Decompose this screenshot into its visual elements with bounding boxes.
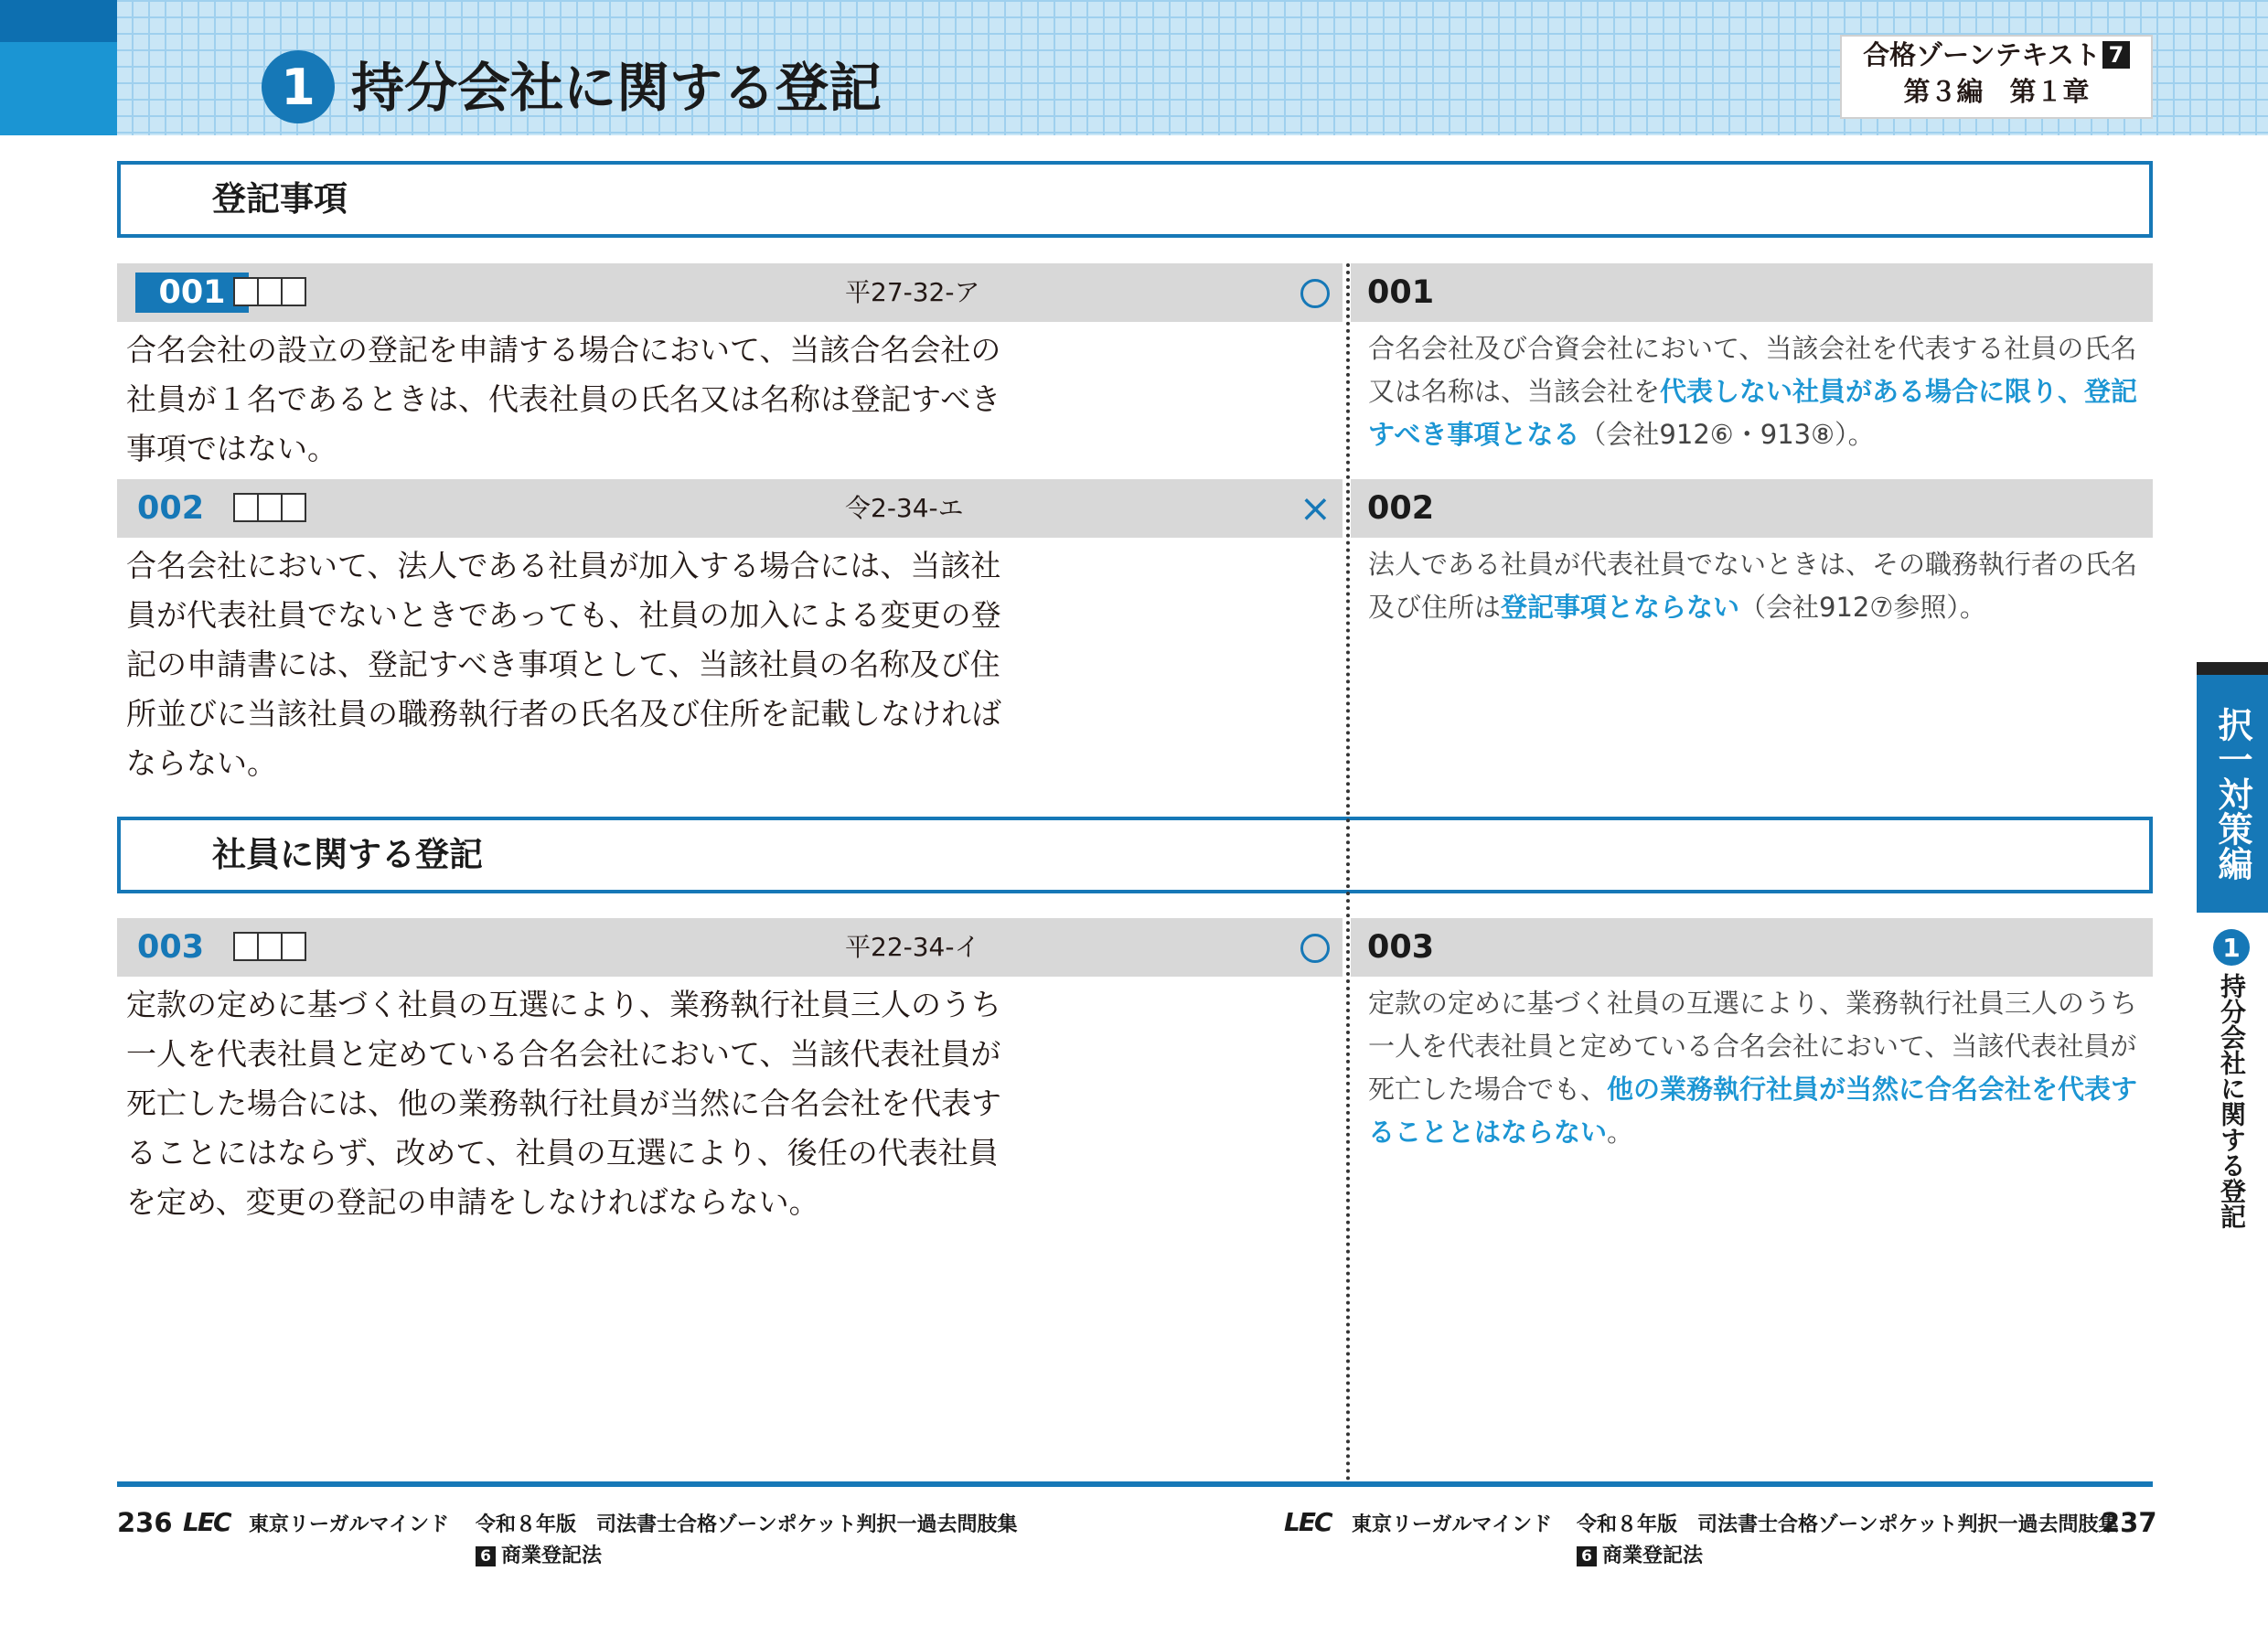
question-header bbox=[117, 918, 1343, 977]
publisher-name: 東京リーガルマインド bbox=[1352, 1513, 1553, 1536]
question-number: 002 bbox=[137, 490, 205, 527]
column-divider bbox=[1346, 263, 1350, 1481]
answer-text-plain: 法人である社員が代表社員でないときは、その職務執行者の氏名及び住所は bbox=[1368, 549, 2138, 623]
answer-text-citation: （会社912⑦参照）。 bbox=[1739, 592, 1986, 623]
book-title: 令和８年版 司法書士合格ゾーンポケット判択一過去問肢集 bbox=[476, 1513, 1018, 1536]
checkbox[interactable] bbox=[257, 493, 281, 522]
answer-header bbox=[1351, 479, 2153, 538]
side-chapter-badge: 1 bbox=[2213, 929, 2250, 966]
answer-header bbox=[1351, 918, 2153, 977]
answer-header bbox=[1351, 263, 2153, 322]
answer-text-highlight: 他の業務執行社員が当然に合名会社を代表することとはならない bbox=[1368, 1074, 2138, 1148]
side-tab[interactable]: 択一対策編 bbox=[2197, 675, 2268, 913]
answer-text-citation: 。 bbox=[1607, 1117, 1634, 1148]
volume-title: 商業登記法 bbox=[501, 1545, 603, 1567]
side-chapter-title: 持分会社に関する登記 bbox=[2217, 973, 2247, 1229]
exam-reference: 平22-34-イ bbox=[845, 932, 980, 962]
checkboxes[interactable] bbox=[233, 932, 306, 961]
chapter-number-badge: 1 bbox=[262, 50, 335, 123]
answer-text-citation: （会社912⑥・913⑧）。 bbox=[1579, 419, 1875, 450]
page-title: 持分会社に関する登記 bbox=[351, 57, 883, 119]
correct-mark-icon bbox=[1300, 279, 1330, 308]
textbook-reference bbox=[1840, 35, 2153, 119]
exam-reference: 平27-32-ア bbox=[845, 277, 980, 307]
checkbox[interactable] bbox=[233, 277, 257, 306]
answer-text bbox=[1368, 327, 2145, 456]
answer-text bbox=[1368, 982, 2145, 1154]
question-header bbox=[117, 479, 1343, 538]
header-accent-dark bbox=[0, 0, 117, 42]
publisher-name: 東京リーガルマインド bbox=[249, 1513, 450, 1536]
checkbox[interactable] bbox=[233, 493, 257, 522]
volume-number: 6 bbox=[476, 1546, 496, 1566]
exam-reference: 令2-34-エ bbox=[845, 493, 964, 523]
answer-text-highlight: 登記事項とならない bbox=[1501, 592, 1740, 623]
reference-book: 合格ゾーンテキスト bbox=[1863, 39, 2101, 70]
section-heading bbox=[117, 817, 2153, 893]
book-title: 令和８年版 司法書士合格ゾーンポケット判択一過去問肢集 bbox=[1577, 1513, 2119, 1536]
question-header bbox=[117, 263, 1343, 322]
answer-text-plain: 定款の定めに基づく社員の互選により、業務執行社員三人のうち一人を代表社員と定めている合名会社において、当該代表社員が死亡した場合でも、 bbox=[1368, 988, 2138, 1105]
answer-number: 002 bbox=[1367, 490, 1435, 527]
checkboxes[interactable] bbox=[233, 493, 306, 522]
question-text: 合名会社において、法人である社員が加入する場合には、当該社員が代表社員でないときであっても、社員の加入による変更の登記の申請書には、登記すべき事項として、当該社員の名称及び住所並びに当該社員の職務執行者の氏名及び住所を記載しなければならない。 bbox=[126, 548, 1001, 781]
checkboxes[interactable] bbox=[233, 277, 306, 306]
answer-text bbox=[1368, 543, 2145, 629]
answer-text-highlight: 代表しない社員がある場合に限り、登記すべき事項となる bbox=[1368, 376, 2138, 450]
volume-label bbox=[476, 1540, 602, 1568]
answer-text-plain: 合名会社及び合資会社において、当該会社を代表する社員の氏名又は名称は、当該会社を bbox=[1368, 333, 2137, 407]
section-heading bbox=[117, 161, 2153, 238]
checkbox[interactable] bbox=[257, 277, 281, 306]
question-number: 003 bbox=[137, 929, 205, 966]
page-number-right: 237 bbox=[2102, 1507, 2157, 1538]
checkbox[interactable] bbox=[281, 277, 306, 306]
answer-number: 003 bbox=[1367, 929, 1435, 966]
page-number-left: 236 bbox=[117, 1507, 173, 1538]
checkbox[interactable] bbox=[257, 932, 281, 961]
reference-volume: 7 bbox=[2102, 41, 2130, 69]
volume-title: 商業登記法 bbox=[1602, 1545, 1704, 1567]
lec-logo: LEC bbox=[183, 1507, 230, 1537]
correct-mark-icon bbox=[1300, 934, 1330, 963]
volume-number: 6 bbox=[1577, 1546, 1597, 1566]
question-text: 合名会社の設立の登記を申請する場合において、当該合名会社の社員が１名であるときは、代表社員の氏名又は名称は登記すべき事項ではない。 bbox=[126, 332, 1001, 466]
checkbox[interactable] bbox=[281, 932, 306, 961]
reference-chapter: 第３編 第１章 bbox=[1903, 76, 2090, 107]
answer-number: 001 bbox=[1367, 274, 1435, 311]
section-title: 社員に関する登記 bbox=[212, 835, 483, 874]
question-text: 定款の定めに基づく社員の互選により、業務執行社員三人のうち一人を代表社員と定めている合名会社において、当該代表社員が死亡した場合には、他の業務執行社員が当然に合名会社を代表することにはならず、改めて、社員の互選により、後任の代表社員を定め、変更の登記の申請をしなければならない。 bbox=[126, 987, 1001, 1220]
section-title: 登記事項 bbox=[212, 179, 348, 219]
volume-label bbox=[1577, 1540, 1703, 1568]
side-tab-cap bbox=[2197, 662, 2268, 675]
checkbox[interactable] bbox=[233, 932, 257, 961]
incorrect-mark-icon: × bbox=[1299, 486, 1332, 530]
checkbox[interactable] bbox=[281, 493, 306, 522]
question-number: 001 bbox=[135, 273, 249, 313]
footer-rule bbox=[117, 1481, 2153, 1487]
lec-logo: LEC bbox=[1284, 1507, 1332, 1537]
